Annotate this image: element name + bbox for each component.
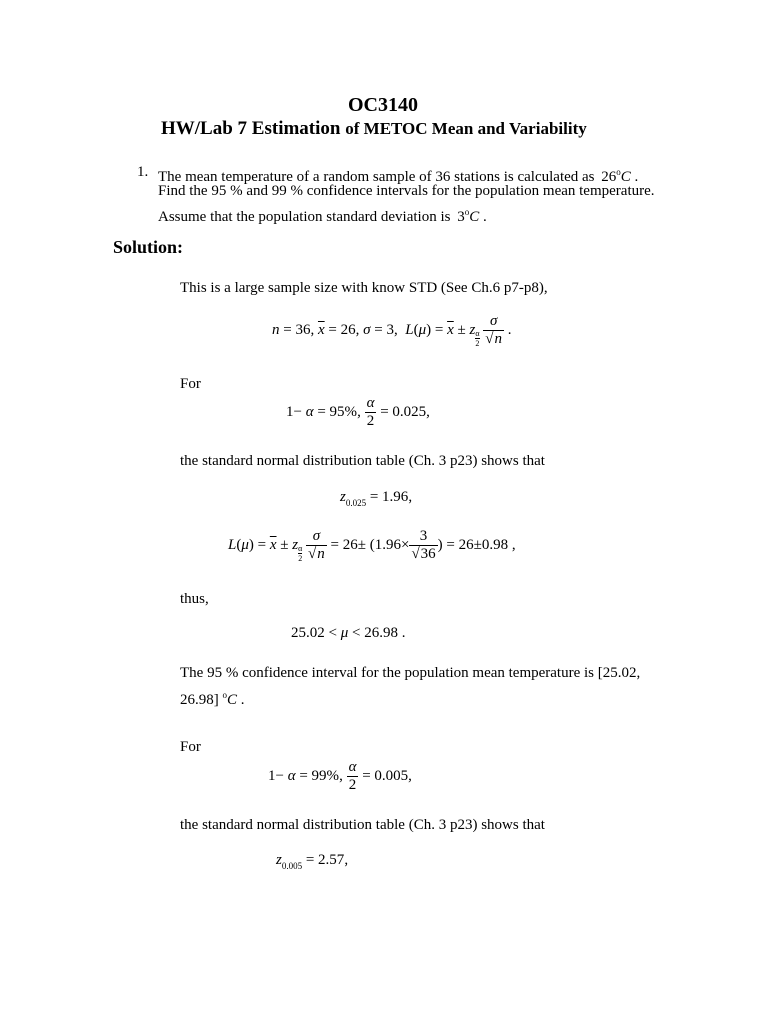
interval-calc-95: $L(\mu) = \overline{x} \pm z$ $\frac{\alpha}{2}$ $\frac{\sigma}{√n}$ = 26± (1.96× $\frac{3}{√36}$ ) = 26±0.98 , bbox=[228, 528, 516, 563]
std-value: 3$^o$C . bbox=[457, 207, 487, 225]
conclusion-95-value: 26.98] bbox=[180, 692, 219, 708]
solution-intro: This is a large sample size with know STD (See Ch.6 p7-p8), bbox=[180, 280, 548, 296]
solution-heading: Solution: bbox=[113, 237, 184, 257]
half-alpha-99: = 0.005 bbox=[362, 767, 409, 784]
table-text-95: the standard normal distribution table (Ch. 3 p23) shows that bbox=[180, 453, 545, 469]
page-title bbox=[161, 118, 587, 140]
temperature-number: 26 bbox=[601, 169, 617, 185]
temperature-value: 26$^o$C . bbox=[601, 167, 639, 185]
conf-99: = 99% bbox=[299, 767, 340, 784]
calc-95: = 26± (1.96× bbox=[330, 536, 410, 553]
thus-label: thus, bbox=[180, 591, 209, 607]
title-rest: of METOC Mean and Variability bbox=[345, 119, 587, 138]
z-sub-95: 0.025 bbox=[345, 498, 367, 508]
problem-text-3: Assume that the population standard deviation is bbox=[158, 209, 451, 225]
problem-number: 1. bbox=[137, 164, 149, 180]
z-number-99: = 2.57 bbox=[305, 852, 345, 868]
table-text-99: the standard normal distribution table (Ch. 3 p23) shows that bbox=[180, 817, 545, 833]
for-label-95: For bbox=[180, 376, 201, 392]
given-n: = 36 bbox=[283, 321, 311, 338]
problem-text-1: The mean temperature of a random sample of 36 stations is calculated as bbox=[158, 169, 595, 185]
given-equation: n = 36, $\overline{x} = 26$, σ = 3, $L(\mu) = \overline{x} \pm z$ $\frac{\alpha}{2}$ $\frac{\sigma}{√n}$ . bbox=[272, 313, 512, 348]
z-value-95: $z_{0.025} = 1.96$, bbox=[340, 489, 413, 508]
course-code: OC3140 bbox=[348, 94, 418, 116]
title-main: HW/Lab 7 Estimation bbox=[161, 118, 341, 139]
conclusion-95-line-2: 26.98] $^o$C . bbox=[180, 690, 245, 708]
calc-den-95: 36 bbox=[420, 546, 436, 562]
half-alpha-95: = 0.025 bbox=[380, 403, 427, 420]
conf-95: = 95% bbox=[317, 403, 358, 420]
calc-end-95: ) = 26±0.98 bbox=[437, 536, 509, 553]
z-number-95: = 1.96 bbox=[369, 489, 409, 505]
z-value-99: $z_{0.005} = 2.57$, bbox=[276, 852, 349, 871]
given-xbar: = 26 bbox=[328, 321, 356, 338]
calc-num-95: 3 bbox=[419, 528, 428, 544]
alpha-95-equation: 1− α = 95%, $\frac{\alpha}{2}$ = 0.025, bbox=[286, 395, 430, 429]
z-sub-99: 0.005 bbox=[281, 861, 303, 871]
for-label-99: For bbox=[180, 739, 201, 755]
problem-line-3 bbox=[158, 203, 487, 227]
problem-line-2: Find the 95 % and 99 % confidence intervals for the population mean temperature. bbox=[158, 183, 655, 199]
conclusion-95-line-1: The 95 % confidence interval for the population mean temperature is [25.02, bbox=[180, 665, 641, 681]
alpha-99-equation: 1− α = 99%, $\frac{\alpha}{2}$ = 0.005, bbox=[268, 759, 412, 793]
interval-start-95: 25.02 < bbox=[291, 625, 337, 641]
std-number: 3 bbox=[457, 209, 465, 225]
interval-end-95: < 26.98 bbox=[352, 625, 398, 641]
interval-95: 25.02 < μ < 26.98 . bbox=[291, 625, 406, 641]
given-sigma: = 3 bbox=[374, 321, 394, 338]
